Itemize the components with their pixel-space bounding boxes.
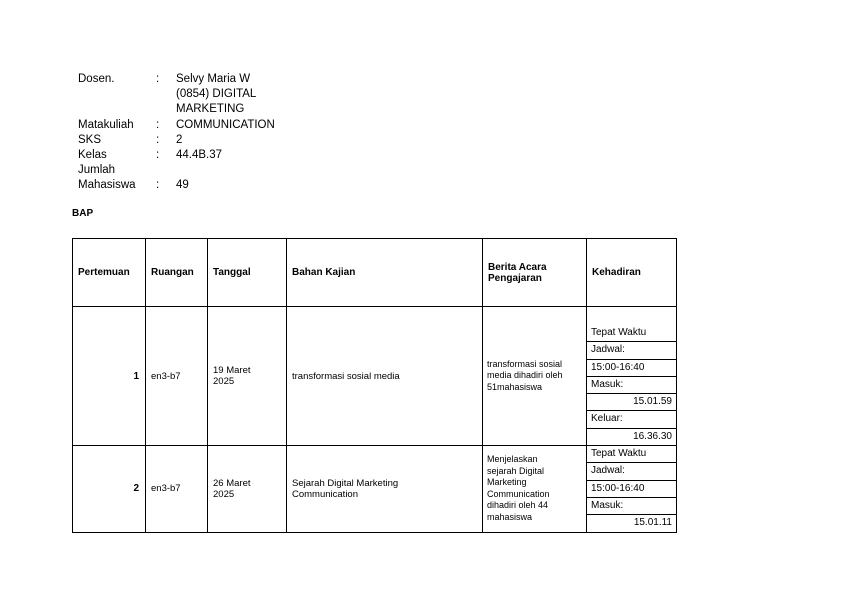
row-2-ruangan: en3-b7 [146,446,208,532]
row-2-berita-line: Communication [487,488,550,499]
header-berita-line-2: Pengajaran [488,272,542,284]
sks-value: 2 [176,133,183,146]
row-1-kehadiran-masuk-value: 15.01.59 [587,394,676,411]
header-berita-line-1: Berita Acara [488,261,547,273]
row-1-bahan-kajian: transformasi sosial media [287,307,483,446]
row-2-tanggal-line-2: 2025 [213,488,235,500]
sks-separator: : [156,133,160,146]
row-2-berita-acara [483,446,587,532]
row-2-kehadiran-masuk-label: Masuk: [587,498,676,515]
row-1-tanggal-line-1: 19 Maret [213,365,251,377]
row-2-pertemuan: 2 [73,446,146,532]
row-1-tanggal [208,307,287,446]
row-1-kehadiran-jadwal-value: 15:00-16:40 [587,360,676,377]
info-row-jumlah-1 [78,163,306,178]
row-1-ruangan: en3-b7 [146,307,208,446]
header-kehadiran: Kehadiran [587,239,677,307]
header-bahan-kajian: Bahan Kajian [287,239,483,307]
header-pertemuan: Pertemuan [73,239,146,307]
row-2-bahan-kajian [287,446,483,532]
bap-table [72,238,677,533]
matakuliah-value-line-2: MARKETING [176,103,245,116]
row-2-berita-line: Marketing [487,477,527,488]
jumlah-label-line-2: Mahasiswa [78,179,136,192]
dosen-label: Dosen. [78,73,115,85]
row-1-kehadiran-jadwal-label: Jadwal: [587,342,676,359]
dosen-value: Selvy Maria W [176,73,251,85]
info-row-jumlah-2 [78,178,306,193]
header-ruangan: Ruangan [146,239,208,307]
row-1-berita-line: transformasi sosial [487,358,563,369]
kelas-value: 44.4B.37 [176,149,223,162]
matakuliah-value-line-1: (0854) DIGITAL [176,88,257,101]
row-2-kehadiran-jadwal-label: Jadwal: [587,463,676,480]
info-row-matakuliah-1 [78,87,306,102]
course-info [78,72,306,194]
row-2-berita-line: sejarah Digital [487,465,545,476]
row-2-tanggal [208,446,287,532]
row-2-kehadiran-jadwal-value: 15:00-16:40 [587,481,676,498]
row-1-kehadiran-masuk-label: Masuk: [587,377,676,394]
jumlah-value: 49 [176,179,189,192]
kelas-separator: : [156,149,160,162]
matakuliah-value-line-3: COMMUNICATION [176,118,275,131]
table-row [73,446,677,532]
row-2-kehadiran-status: Tepat Waktu [587,446,676,463]
header-tanggal: Tanggal [208,239,287,307]
sks-label: SKS [78,133,102,146]
row-2-bahan-text: Sejarah Digital Marketing Communication [292,477,399,500]
matakuliah-separator: : [156,118,160,131]
matakuliah-label: Matakuliah [78,118,134,131]
info-row-matakuliah-3 [78,118,306,133]
jumlah-separator: : [156,179,160,192]
row-1-berita-line: 51mahasiswa [487,381,543,392]
info-row-matakuliah-2 [78,102,306,117]
row-2-tanggal-line-1: 26 Maret [213,477,251,489]
row-1-kehadiran-keluar-label: Keluar: [587,411,676,428]
jumlah-label-line-1: Jumlah [78,164,116,177]
table-header-row [73,239,677,307]
dosen-separator: : [156,73,160,85]
row-2-kehadiran-masuk-value: 15.01.11 [633,517,672,529]
row-1-berita-line: media dihadiri oleh [487,370,563,381]
info-row-kelas [78,148,306,163]
header-berita-acara [483,239,587,307]
row-2-berita-line: Menjelaskan [487,454,538,465]
table-row [73,307,677,446]
row-2-berita-line: dihadiri oleh 44 [487,500,549,511]
row-1-pertemuan: 1 [73,307,146,446]
row-1-kehadiran-status: Tepat Waktu [587,325,676,342]
row-2-berita-line: mahasiswa [487,512,533,522]
info-row-dosen [78,72,306,87]
kelas-label: Kelas [78,149,107,162]
section-title: BAP [72,208,94,219]
row-1-tanggal-line-2: 2025 [213,376,235,388]
info-row-sks [78,133,306,148]
row-1-kehadiran [587,307,677,446]
row-2-kehadiran [587,446,677,532]
row-1-kehadiran-keluar-value: 16.36.30 [633,430,672,442]
row-1-berita-acara [483,307,587,446]
